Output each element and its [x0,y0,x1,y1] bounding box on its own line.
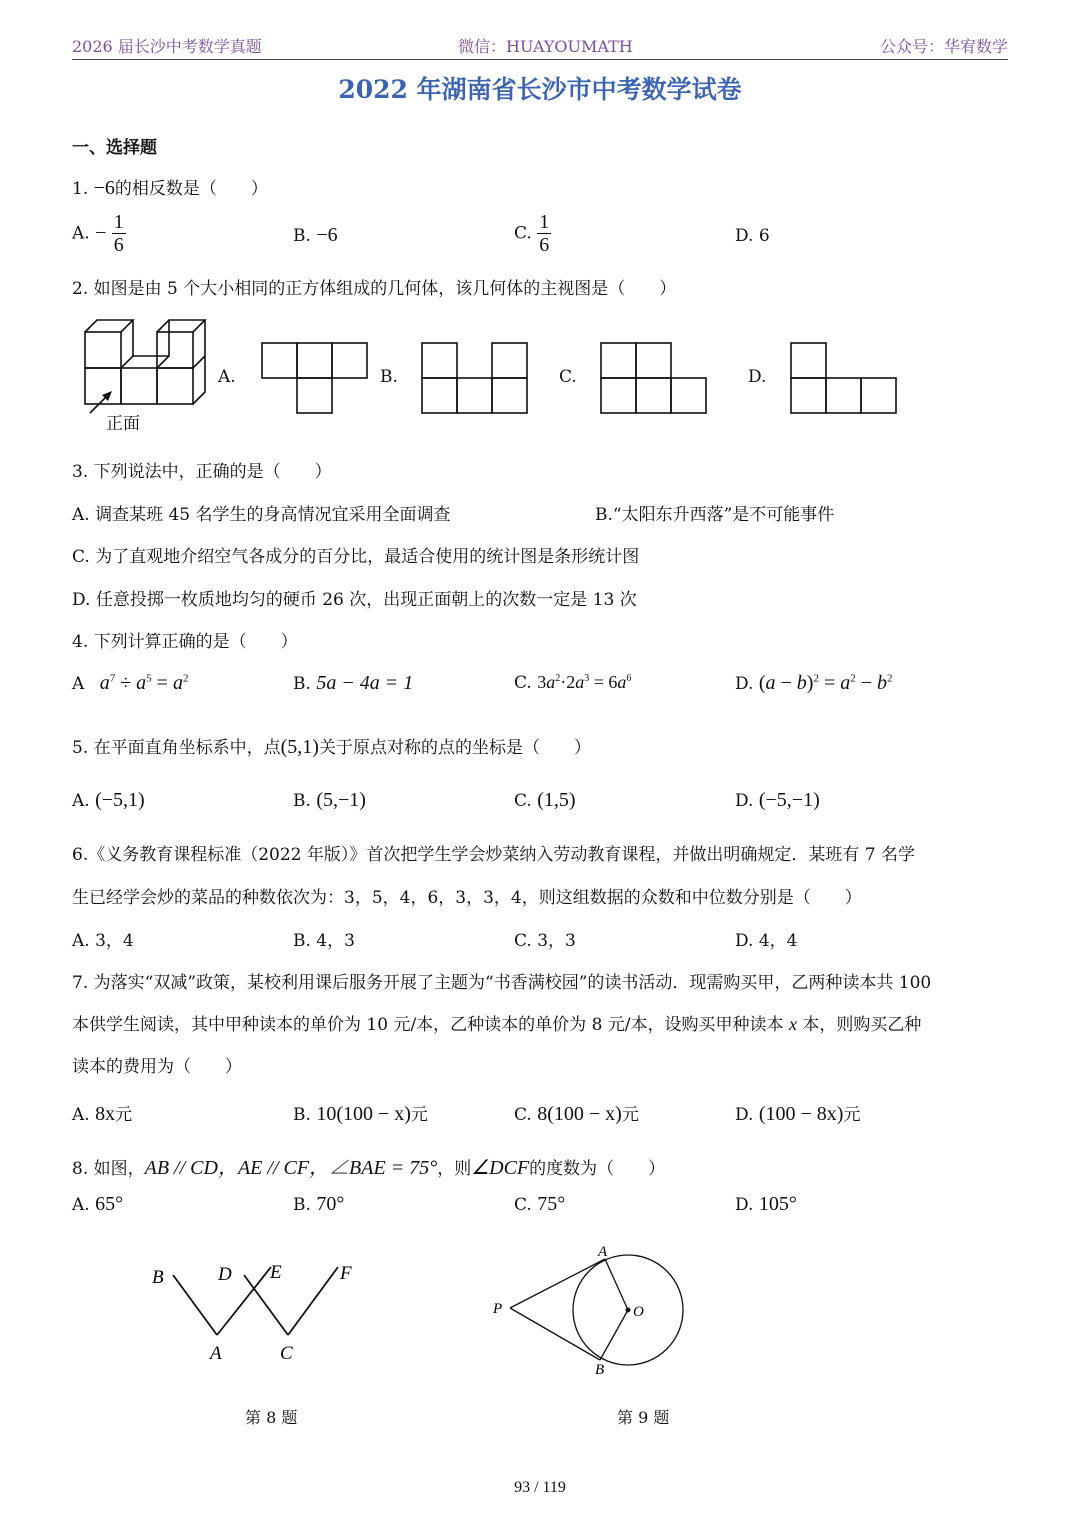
q4-option-b: B. 5a − 4a = 1 [293,672,414,694]
section-heading: 一、选择题 [72,138,157,158]
q6-option-a: A. 3，4 [72,931,134,951]
q6-option-c: C. 3，3 [514,931,576,951]
header-center: 微信：HUAYOUMATH [458,37,633,56]
q2-option-d-view [790,342,898,414]
q8-stem: 8. 如图，AB // CD，AE // CF，∠BAE = 75°，则∠DCF的度数为（ ） [72,1157,666,1179]
figure-9-diagram [485,1240,695,1380]
q7-option-d: D. (100 − 8x)元 [735,1103,861,1125]
q3-stem: 3. 下列说法中，正确的是（ ） [72,462,332,482]
figure-8-diagram [140,1255,370,1375]
q6-stem-line2: 生已经学会炒的菜品的种数依次为：3，5，4，6，3，3，4，则这组数据的众数和中位数分别是（ ） [72,888,862,908]
q2-option-c-view [600,342,708,414]
fig8-label-a: A [210,1343,222,1364]
header-right: 公众号：华宥数学 [879,37,1008,56]
fig9-label-a: A [598,1244,608,1260]
fig9-label-o: O [633,1304,644,1320]
q1-option-c: C. $\frac{1}{6}$ [514,211,550,256]
q5-option-a: A. (−5,1) [72,789,145,811]
q4-stem: 4. 下列计算正确的是（ ） [72,632,298,652]
q5-stem: 5. 在平面直角坐标系中，点(5,1)关于原点对称的点的坐标是（ ） [72,736,591,758]
q3-option-d: D. 任意投掷一枚质地均匀的硬币 26 次，出现正面朝上的次数一定是 13 次 [72,590,637,610]
q5-option-c: C. (1,5) [514,789,576,811]
q6-option-d: D. 4，4 [735,931,798,951]
q6-option-b: B. 4，3 [293,931,355,951]
q2-option-a-view [261,342,369,414]
q2-option-c-label: C. [559,367,577,387]
q7-stem-line3: 读本的费用为（ ） [72,1057,242,1077]
q1-option-b: B. −6 [293,224,338,246]
q4-option-d: D. $(a - b)^2 = a^2 - b^2$ [735,672,893,694]
q2-solid-figure [80,318,220,436]
page-number: 93 / 119 [514,1479,566,1496]
q3-option-a: A. 调查某班 45 名学生的身高情况宜采用全面调查 [72,505,451,525]
figure-9-caption: 第 9 题 [617,1408,670,1427]
q8-option-a: A. 65° [72,1193,124,1215]
fig8-label-d: D [218,1264,232,1285]
q6-stem-line1: 6.《义务教育课程标准（2022 年版）》首次把学生学会炒菜纳入劳动教育课程，并做出明确规定．某班有 7 名学 [72,845,916,865]
fig9-label-p: P [493,1301,503,1317]
page-title: 2022 年湖南省长沙市中考数学试卷 [338,75,742,104]
q2-option-b-view [421,342,529,414]
fig8-label-c: C [280,1343,293,1364]
q2-stem: 2. 如图是由 5 个大小相同的正方体组成的几何体，该几何体的主视图是（ ） [72,279,677,299]
q2-option-a-label: A. [218,367,236,387]
q4-option-c: C. $3a^2\cdot 2a^3 = 6a^6$ [514,672,632,693]
q8-option-b: B. 70° [293,1193,345,1215]
figure-8-caption: 第 8 题 [245,1408,298,1427]
q2-front-label: 正面 [106,414,140,434]
header-left: 2026 届长沙中考数学真题 [72,37,262,56]
q1-option-a: A. − $\frac{1}{6}$ [72,211,124,256]
q8-option-c: C. 75° [514,1193,566,1215]
fig8-label-b: B [152,1267,164,1288]
q4-option-a: A $a^7 \div a^5 = a^2$ [72,672,189,694]
q1-option-d: D. 6 [735,226,770,246]
q3-option-c: C. 为了直观地介绍空气各成分的百分比，最适合使用的统计图是条形统计图 [72,547,640,567]
q2-option-b-label: B. [380,367,398,387]
q7-stem-line1: 7. 为落实“双减”政策，某校利用课后服务开展了主题为“书香满校园”的读书活动．现需购买甲，乙两种读本共 100 [72,973,932,993]
q5-option-d: D. (−5,−1) [735,789,820,811]
q2-option-d-label: D. [748,367,767,387]
header-divider [72,59,1008,60]
q5-option-b: B. (5,−1) [293,789,366,811]
q8-option-d: D. 105° [735,1193,797,1215]
fig8-label-f: F [340,1263,352,1284]
q7-stem-line2: 本供学生阅读，其中甲种读本的单价为 10 元/本，乙种读本的单价为 8 元/本，设购买甲种读本 x 本，则购买乙种 [72,1014,922,1035]
q7-option-b: B. 10(100 − x)元 [293,1103,428,1125]
q1-stem: 1. −6的相反数是（ ） [72,177,268,199]
q3-option-b: B.“太阳东升西落”是不可能事件 [595,505,835,525]
q7-option-a: A. 8x元 [72,1103,133,1125]
fig9-label-b: B [595,1362,605,1378]
q7-option-c: C. 8(100 − x)元 [514,1103,639,1125]
fig8-label-e: E [270,1262,282,1283]
